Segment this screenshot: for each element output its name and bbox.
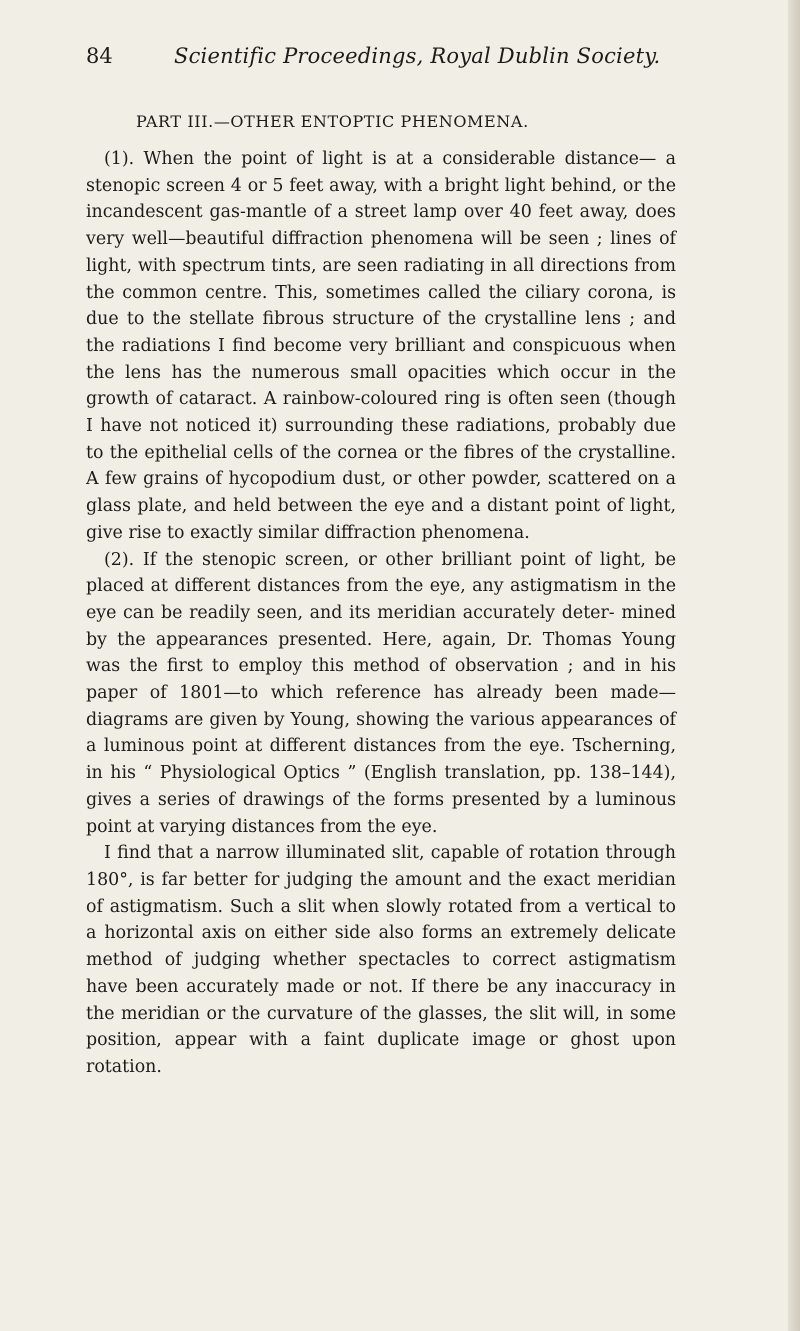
body-text xyxy=(86,146,676,1081)
page-edge-shadow xyxy=(788,0,800,1331)
paragraph-3: I find that a narrow illuminated slit, capable of rotation through 180°, is far better for judging the amount and the exact meridian of astigmatism. Such a slit when slowly rotated from a vertical to a horizontal axis on either side also forms an extremely delicate method of judging whether spectacles to correct astigmatism have been accurately made or not. If there be any inaccuracy in the meridian or the curvature of the glasses, the slit will, in some position, appear with a faint duplicate image or ghost upon rotation. xyxy=(86,843,676,1077)
paragraph-2: (2). If the stenopic screen, or other brilliant point of light, be placed at different distances from the eye, any astigmatism in the eye can be readily seen, and its meridian accurately deter- mined by the appearances presented. Here, again, Dr. Thomas Young was the first to employ this method of observation ; and in his paper of 1801—to which reference has already been made— diagrams are given by Young, showing the various appearances of a luminous point at different distances from the eye. Tscherning, in his “ Physiological Optics ” (English translation, pp. 138–144), gives a series of drawings of the forms presented by a luminous point at varying distances from the eye. xyxy=(86,549,676,837)
running-head xyxy=(86,38,706,74)
paragraph-1: (1). When the point of light is at a considerable distance— a stenopic screen 4 or 5 feet away, with a bright light behind, or the incandescent gas-mantle of a street lamp over 40 feet away, does very well—beautiful diffraction phenomena will be seen ; lines of light, with spectrum tints, are seen radiating in all directions from the common centre. This, sometimes called the ciliary corona, is due to the stellate fibrous structure of the crystalline lens ; and the radiations I find become very brilliant and conspicuous when the lens has the numerous small opacities which occur in the growth of cataract. A rainbow-coloured ring is often seen (though I have not noticed it) surrounding these radiations, probably due to the epithelial cells of the cornea or the fibres of the crystalline. A few grains of hycopodium dust, or other powder, scattered on a glass plate, and held between the eye and a distant point of light, give rise to exactly similar diffraction phenomena. xyxy=(86,149,676,543)
page-number: 84 xyxy=(86,44,113,68)
section-heading: PART III.—OTHER ENTOPTIC PHENOMENA. xyxy=(136,112,529,131)
journal-title: Scientific Proceedings, Royal Dublin Society. xyxy=(174,44,661,68)
